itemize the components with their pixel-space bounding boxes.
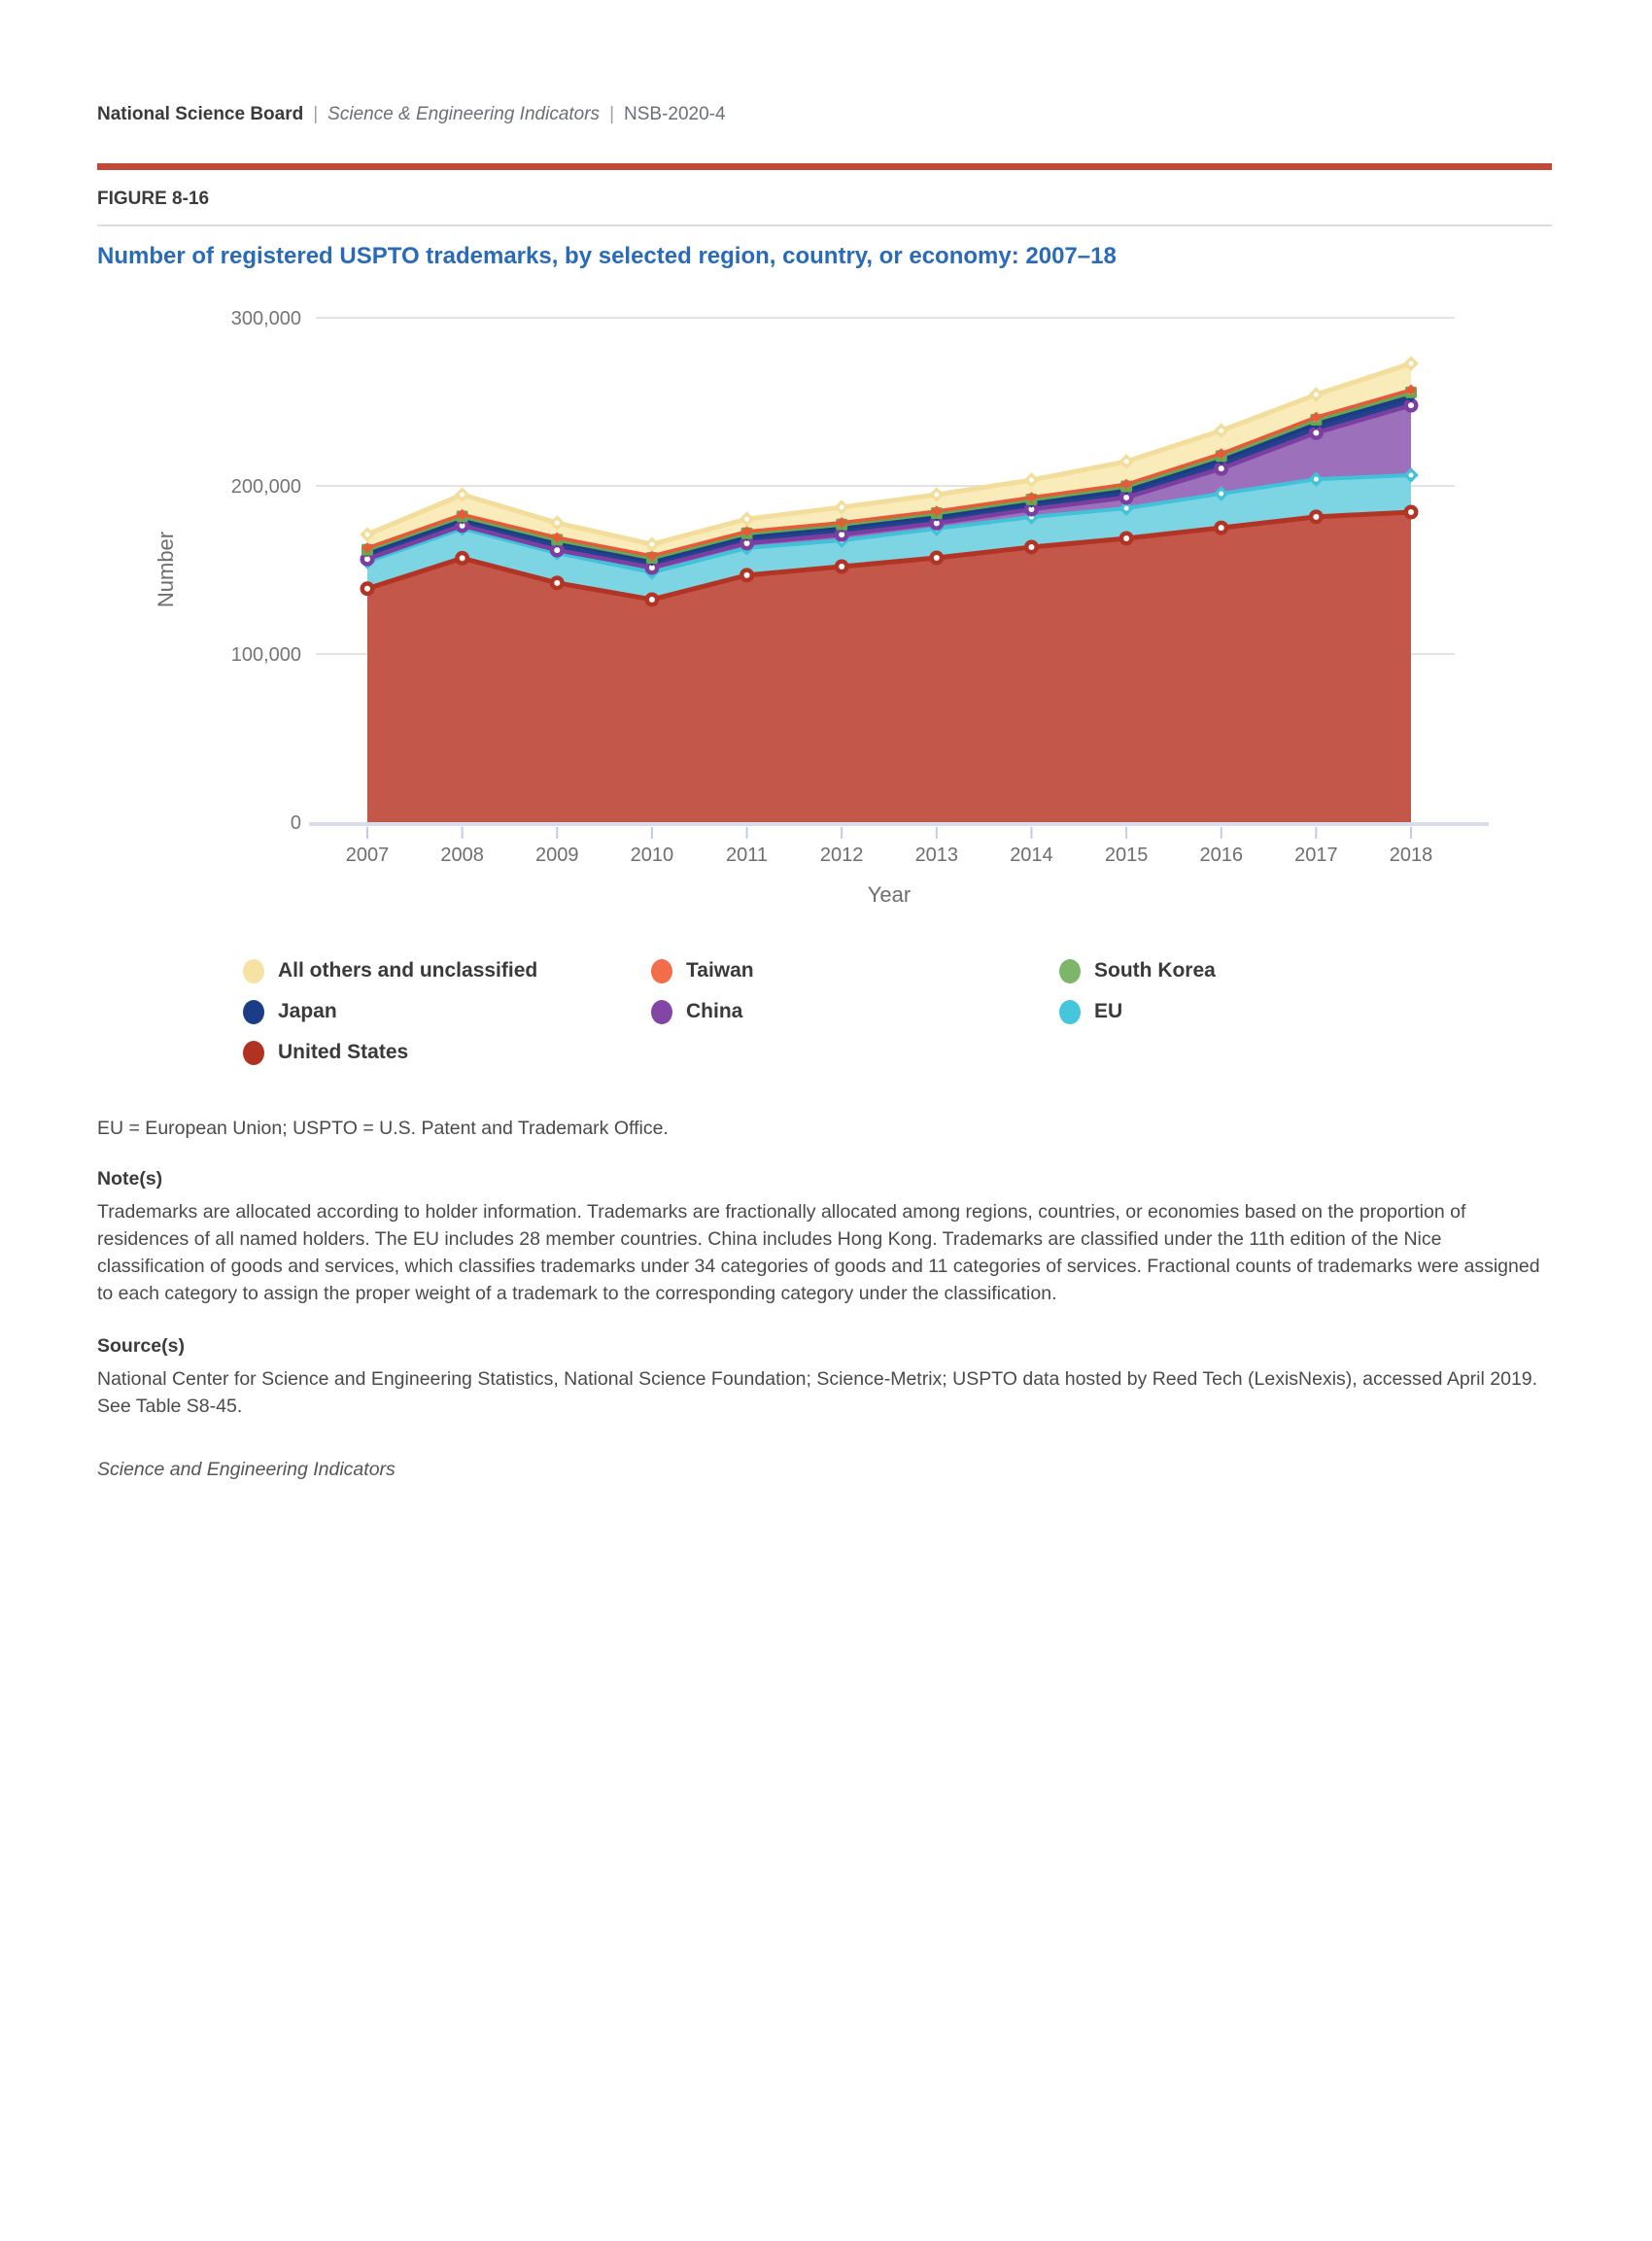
- header-separator-1: |: [313, 104, 319, 124]
- x-tick-label: 2011: [726, 845, 769, 866]
- marker-center-dot: [460, 555, 465, 561]
- legend-label: Japan: [278, 1000, 337, 1022]
- marker-center-dot: [1313, 430, 1319, 435]
- stacked-area-chart: [0, 286, 1652, 927]
- south-korea-legend-dot-icon: [1059, 959, 1081, 983]
- report-brand: National Science Board: [97, 104, 304, 124]
- marker-center-dot: [1408, 402, 1414, 408]
- y-tick-label: 0: [290, 812, 301, 834]
- marker-center-dot: [744, 517, 749, 522]
- marker-center-dot: [1219, 429, 1223, 433]
- red-divider: [97, 163, 1552, 170]
- abbreviation-line: EU = European Union; USPTO = U.S. Patent and Trademark Office.: [97, 1118, 669, 1139]
- y-axis-title: Number: [154, 531, 178, 608]
- notes-body: Trademarks are allocated according to holder information. Trademarks are fractionally allocated among regions, countries, or economies based on the proportion of residences of all named holders. The EU includes 28 member countries. China includes Hong Kong. Trademarks are classified under the 11th edition of the Nice classification of goods and services, which classifies trademarks under 34 categories of goods and 11 categories of services. Fractional counts of trademarks were assigned to each category to assign the proper weight of a trademark to the corresponding category under the classification.: [97, 1201, 1540, 1304]
- x-tick-label: 2010: [630, 845, 674, 866]
- source-body: National Center for Science and Engineering Statistics, National Science Foundation; Science-Metrix; USPTO data hosted by Reed Tech (LexisNexis), accessed April 2019. See Table S8-45.: [97, 1368, 1538, 1417]
- legend-label: EU: [1094, 1000, 1123, 1022]
- legend-label: All others and unclassified: [278, 959, 538, 982]
- marker-center-dot: [1408, 472, 1413, 477]
- x-axis-title: Year: [867, 882, 912, 907]
- marker-center-dot: [1123, 535, 1129, 541]
- y-tick-label: 100,000: [230, 644, 301, 666]
- x-tick-label: 2018: [1389, 845, 1433, 866]
- legend-item-china: [651, 1000, 1059, 1024]
- legend-label: Taiwan: [686, 959, 754, 982]
- marker-center-dot: [839, 532, 844, 537]
- x-tick-label: 2012: [819, 845, 864, 866]
- figure-title: Number of registered USPTO trademarks, by selected region, country, or economy: 2007–18: [97, 243, 1117, 269]
- marker-center-dot: [1219, 525, 1224, 531]
- x-tick-label: 2013: [914, 845, 959, 866]
- marker-center-dot: [554, 580, 560, 586]
- marker-center-dot: [1028, 544, 1034, 550]
- marker-center-dot: [364, 586, 370, 592]
- gray-divider: [97, 224, 1552, 226]
- marker-center-dot: [460, 492, 465, 497]
- marker-center-dot: [840, 504, 844, 509]
- chart-canvas: [0, 286, 1652, 927]
- marker-center-dot: [555, 521, 560, 526]
- marker-center-dot: [1029, 477, 1034, 482]
- china-legend-dot-icon: [651, 1000, 672, 1024]
- marker-center-dot: [934, 492, 939, 497]
- source-heading: Source(s): [97, 1335, 185, 1357]
- marker-center-dot: [1314, 393, 1319, 397]
- marker-center-dot: [839, 564, 844, 569]
- x-tick-label: 2007: [345, 845, 390, 866]
- legend-label: South Korea: [1094, 959, 1216, 982]
- legend-item-eu: [1059, 1000, 1467, 1024]
- marker-center-dot: [1408, 509, 1414, 515]
- x-axis: [309, 824, 1489, 866]
- x-tick-label: 2015: [1104, 845, 1149, 866]
- marker-center-dot: [1408, 362, 1413, 366]
- marker-center-dot: [1124, 506, 1129, 511]
- marker-center-dot: [554, 547, 560, 553]
- x-tick-label: 2014: [1010, 845, 1053, 866]
- marker-center-dot: [934, 555, 940, 561]
- legend-item-japan: [243, 1000, 651, 1024]
- report-id: NSB-2020-4: [624, 104, 726, 124]
- report-header: [97, 103, 1552, 126]
- marker-center-dot: [1219, 465, 1224, 471]
- legend-item-south-korea: [1059, 959, 1467, 983]
- marker-center-dot: [1123, 495, 1129, 500]
- header-separator-2: |: [609, 104, 614, 124]
- chart-legend: [243, 950, 1552, 1073]
- marker-center-dot: [1313, 514, 1319, 520]
- eu-legend-dot-icon: [1059, 1000, 1081, 1024]
- japan-legend-dot-icon: [243, 1000, 264, 1024]
- footer-brand-italic: Science and Engineering Indicators: [97, 1459, 396, 1480]
- marker-center-dot: [1219, 491, 1223, 496]
- marker-center-dot: [649, 542, 654, 547]
- notes-heading: Note(s): [97, 1168, 163, 1189]
- report-publication: Science & Engineering Indicators: [327, 104, 601, 124]
- y-tick-label: 200,000: [230, 476, 301, 498]
- legend-label: China: [686, 1000, 743, 1022]
- taiwan-legend-dot-icon: [651, 959, 672, 983]
- figure-label: FIGURE 8-16: [97, 189, 210, 209]
- marker-center-dot: [649, 597, 655, 603]
- united-states-legend-dot-icon: [243, 1041, 264, 1065]
- x-tick-label: 2009: [535, 845, 579, 866]
- y-tick-label: 300,000: [230, 308, 301, 329]
- all-others-and-unclassified-legend-dot-icon: [243, 959, 264, 983]
- marker-center-dot: [365, 532, 370, 536]
- marker-center-dot: [1124, 459, 1129, 464]
- x-tick-label: 2017: [1294, 845, 1338, 866]
- legend-label: United States: [278, 1041, 409, 1063]
- marker-center-dot: [1314, 477, 1319, 482]
- marker-center-dot: [744, 572, 750, 578]
- x-tick-label: 2008: [440, 845, 484, 866]
- legend-item-united-states: [243, 1041, 651, 1065]
- legend-item-taiwan: [651, 959, 1059, 983]
- x-tick-label: 2016: [1199, 845, 1243, 866]
- legend-item-all-others-and-unclassified: [243, 959, 651, 983]
